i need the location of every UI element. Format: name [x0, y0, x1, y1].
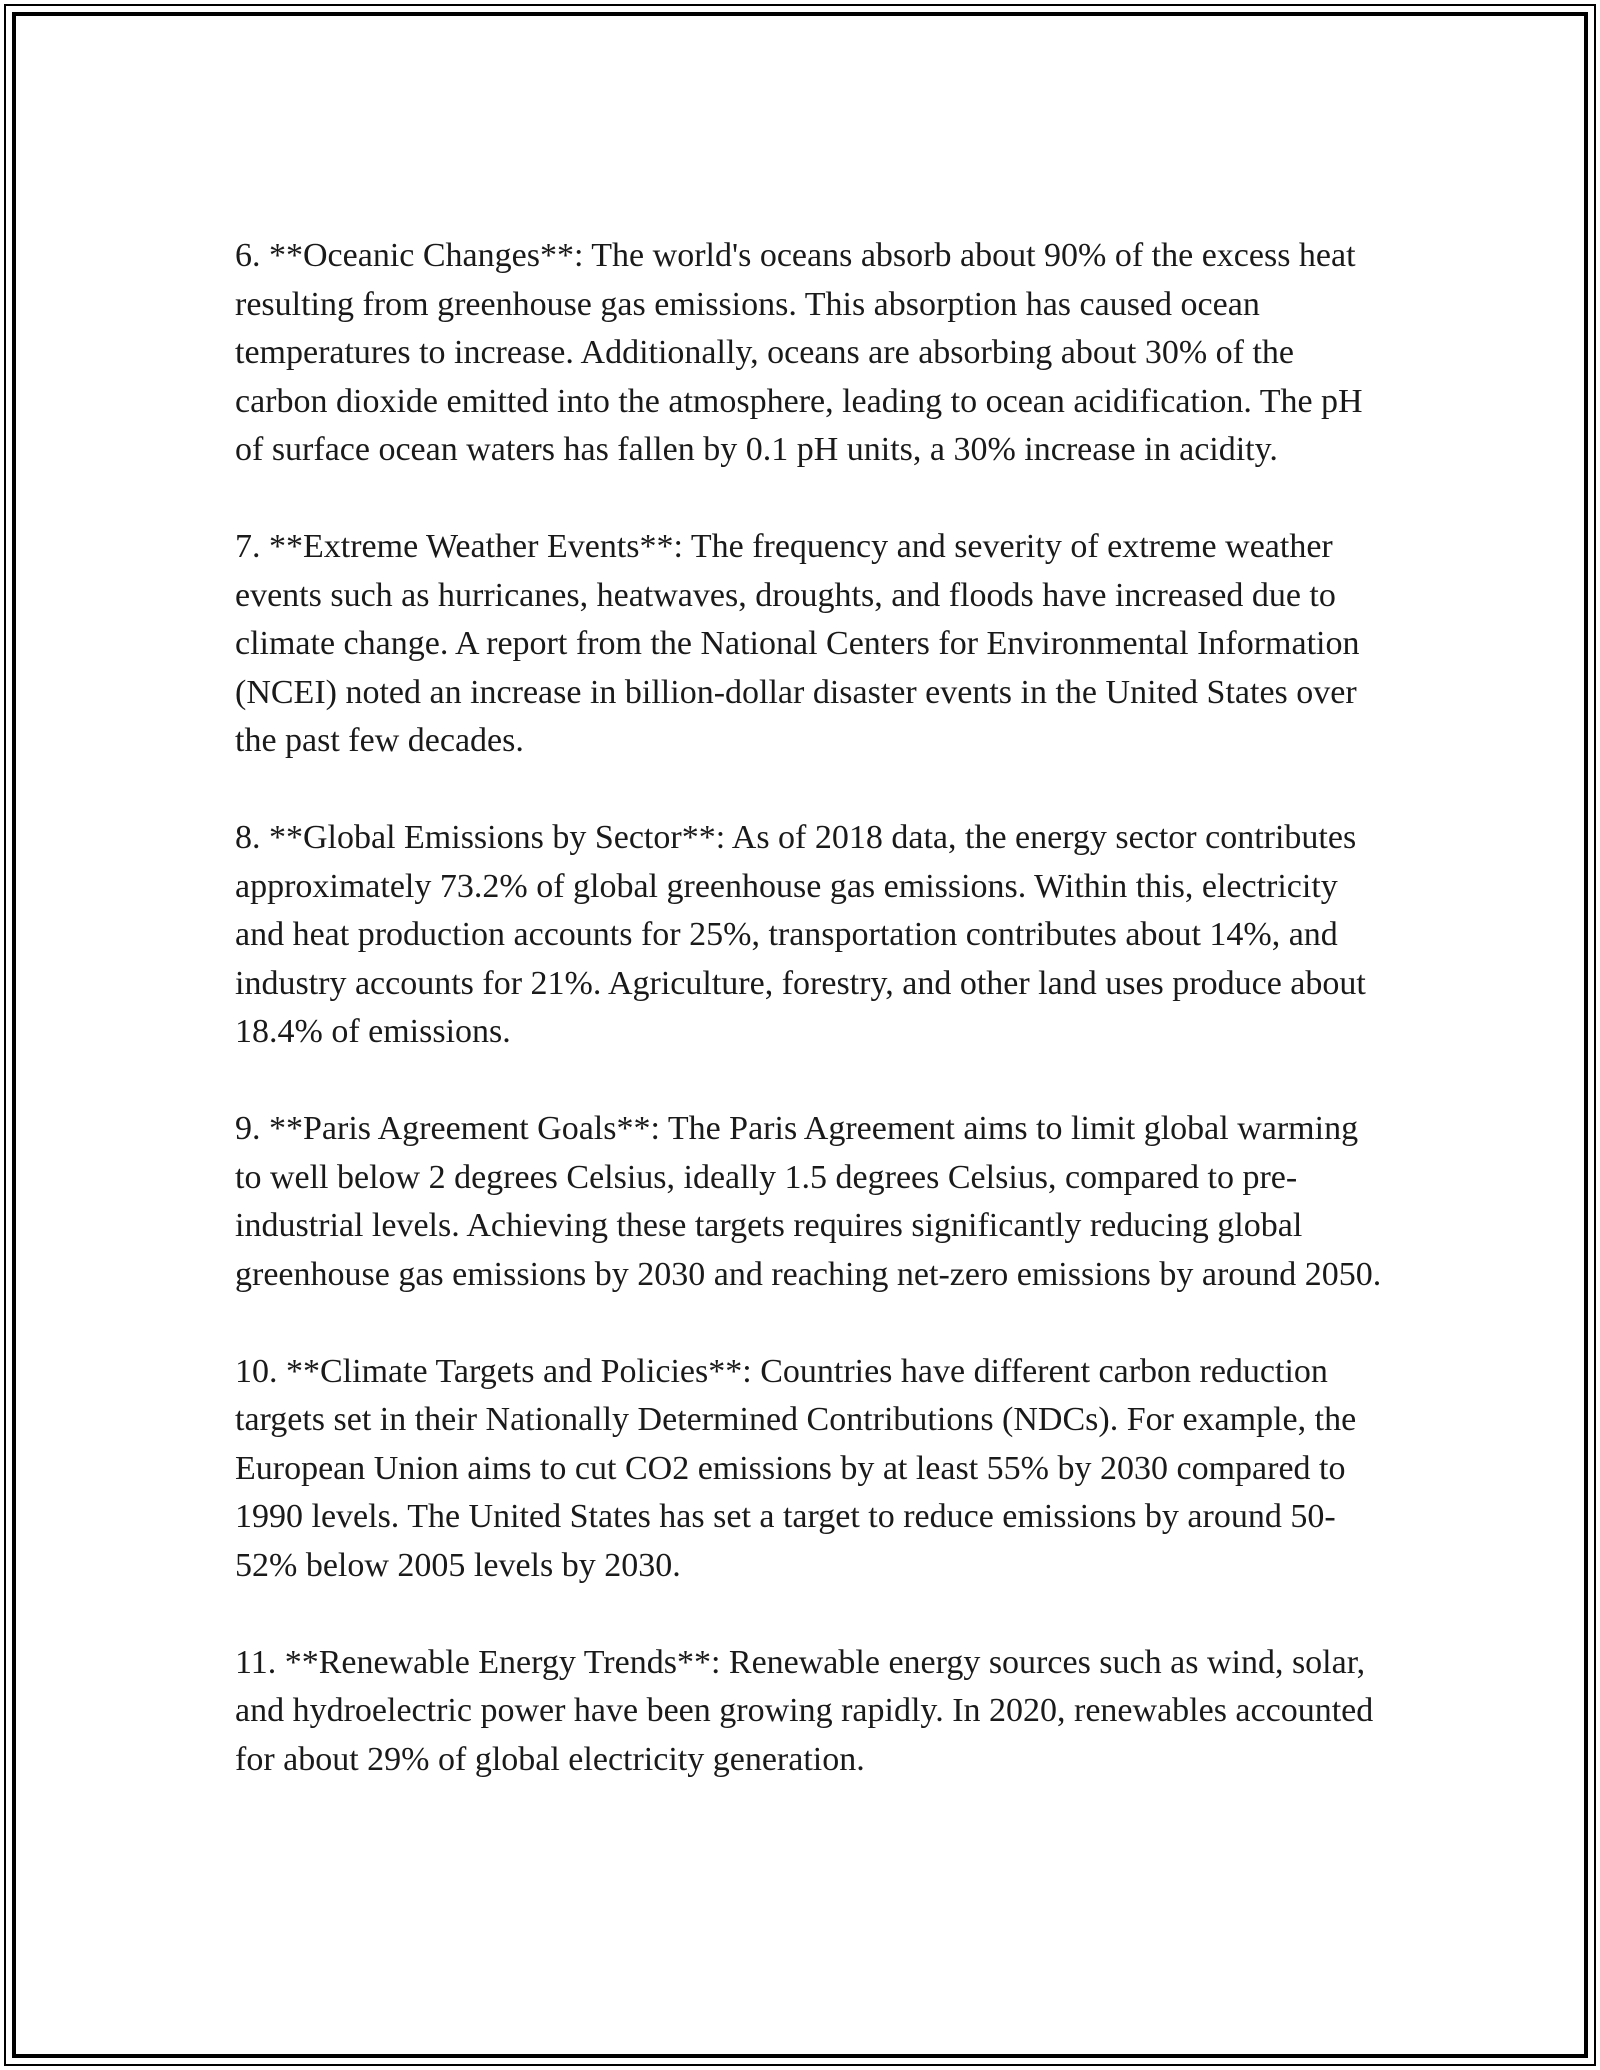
document-body	[235, 232, 1385, 1833]
paragraph-oceanic-changes: 6. **Oceanic Changes**: The world's oceans absorb about 90% of the excess heat resulting from greenhouse gas emissions. This absorption has caused ocean temperatures to increase. Additionally, oceans are absorbing about 30% of the carbon dioxide emitted into the atmosphere, leading to ocean acidification. The pH of surface ocean waters has fallen by 0.1 pH units, a 30% increase in acidity.	[235, 237, 1363, 468]
paragraph-renewable-energy-trends: 11. **Renewable Energy Trends**: Renewable energy sources such as wind, solar, and hydroelectric power have been growing rapidly. In 2020, renewables accounted for about 29% of global electricity generation.	[235, 1643, 1374, 1778]
paragraph-extreme-weather-events: 7. **Extreme Weather Events**: The frequency and severity of extreme weather events such as hurricanes, heatwaves, droughts, and floods have increased due to climate change. A report from the National Centers for Environmental Information (NCEI) noted an increase in billion-dollar disaster events in the United States over the past few decades.	[235, 528, 1360, 759]
paragraph-climate-targets-and-policies: 10. **Climate Targets and Policies**: Countries have different carbon reduction targets set in their Nationally Determined Contributions (NDCs). For example, the European Union aims to cut CO2 emissions by at least 55% by 2030 compared to 1990 levels. The United States has set a target to reduce emissions by around 50-52% below 2005 levels by 2030.	[235, 1352, 1357, 1584]
paragraph-paris-agreement-goals: 9. **Paris Agreement Goals**: The Paris Agreement aims to limit global warming to well below 2 degrees Celsius, ideally 1.5 degrees Celsius, compared to pre-industrial levels. Achieving these targets requires significantly reducing global greenhouse gas emissions by 2030 and reaching net-zero emissions by around 2050.	[235, 1110, 1382, 1293]
paragraph-global-emissions-by-sector: 8. **Global Emissions by Sector**: As of 2018 data, the energy sector contributes approximately 73.2% of global greenhouse gas emissions. Within this, electricity and heat production accounts for 25%, transportation contributes about 14%, and industry accounts for 21%. Agriculture, forestry, and other land uses produce about 18.4% of emissions.	[235, 819, 1366, 1050]
